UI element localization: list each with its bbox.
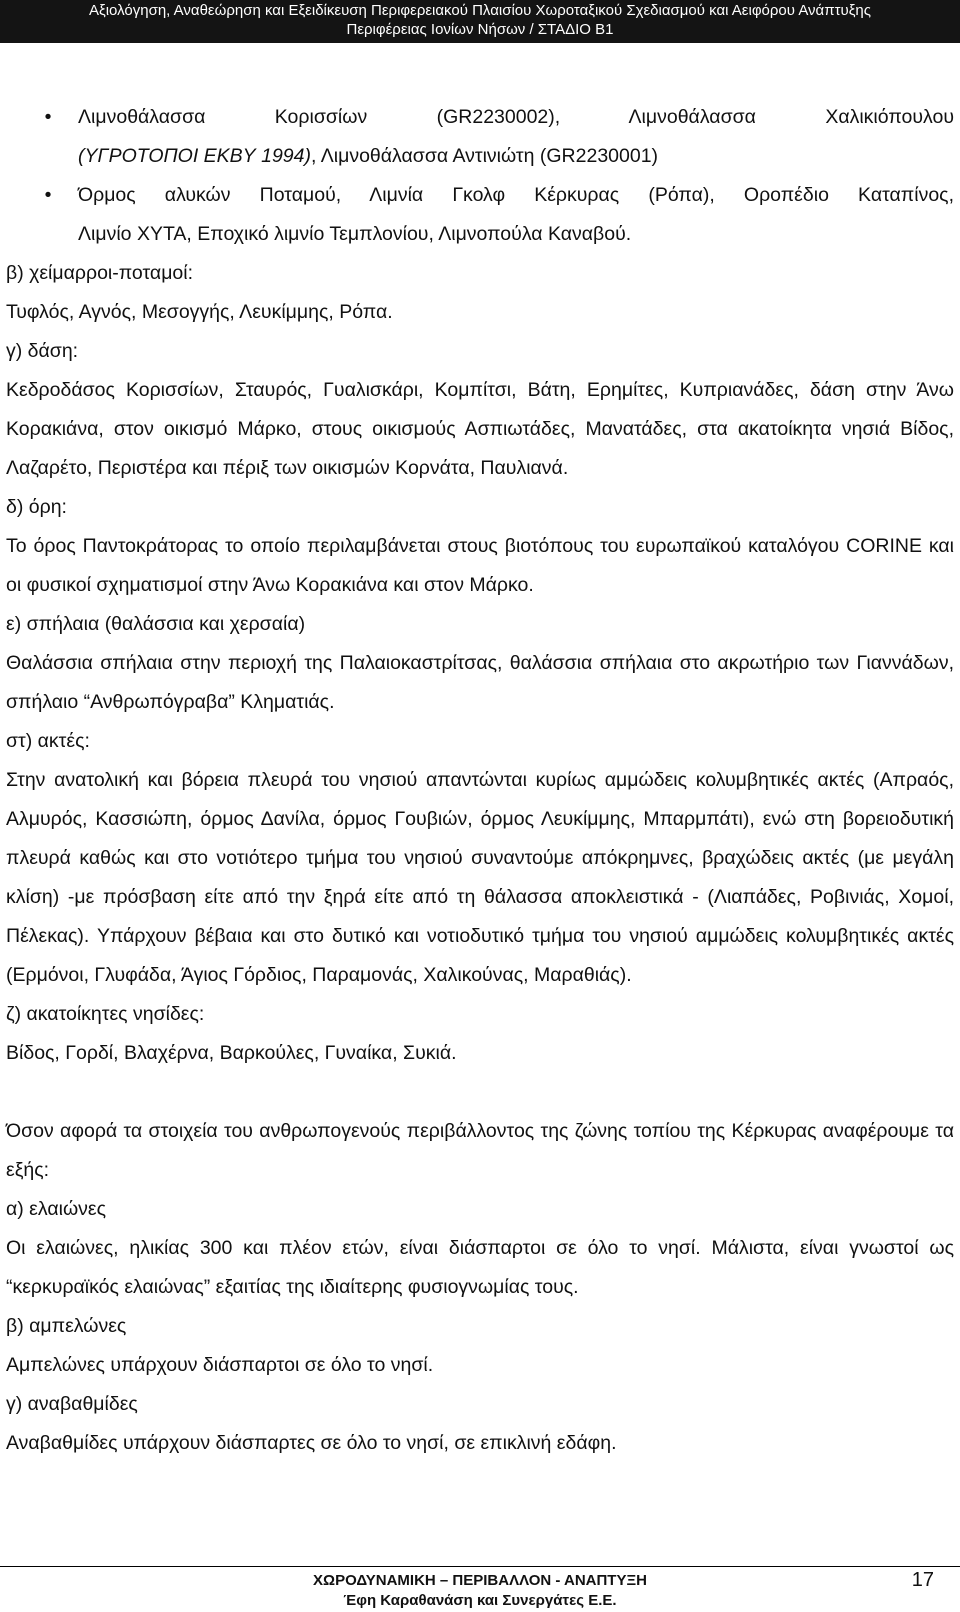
section-b-title: β) χείμαρροι-ποταμοί: xyxy=(6,262,194,284)
footer-company-name: Έφη Καραθανάση και Συνεργάτες Ε.Ε. xyxy=(343,1592,617,1609)
section-e-text: Θαλάσσια σπήλαια στην περιοχή της Παλαιοκαστρίτσας, θαλάσσια σπήλαια στο ακρωτήριο των Γιαννάδων, σπήλαιο “Ανθρωπόγραβα” Κληματιάς. xyxy=(6,652,954,713)
footer-company-title: ΧΩΡΟΔΥΝΑΜΙΚΗ – ΠΕΡΙΒΑΛΛΟΝ - ΑΝΑΠΤΥΞΗ xyxy=(313,1572,647,1589)
list-item xyxy=(6,176,954,254)
paragraph-spacer xyxy=(6,1073,954,1112)
bullet-2-line2: Λιμνίο ΧΥΤΑ, Εποχικό λιμνίο Τεμπλονίου, Λιμνοπούλα Καναβού. xyxy=(78,223,632,245)
document-body xyxy=(6,98,954,1463)
bullet-1-rest: , Λιμνοθάλασσα Αντινιώτη (GR2230001) xyxy=(310,145,659,167)
page-number: 17 xyxy=(911,1569,934,1591)
header-title-line1: Αξιολόγηση, Αναθεώρηση και Εξειδίκευση Περιφερειακού Πλαισίου Χωροταξικού Σχεδιασμού και Αειφόρου Ανάπτυξης xyxy=(89,2,871,19)
page-footer xyxy=(0,1566,960,1612)
bullet-1-line1: Λιμνοθάλασσα Κορισσίων (GR2230002), Λιμνοθάλασσα Χαλικιόπουλου xyxy=(78,106,954,128)
list-item xyxy=(6,98,954,176)
bullet-1-line2 xyxy=(78,137,954,176)
human-a-text: Οι ελαιώνες, ηλικίας 300 και πλέον ετών, είναι διάσπαρτοι σε όλο το νησί. Μάλιστα, είναι γνωστοί ως “κερκυραϊκός ελαιώνας” εξαιτίας της ιδιαίτερης φυσιογνωμίας τους. xyxy=(6,1237,954,1298)
section-d-title: δ) όρη: xyxy=(6,496,67,518)
human-b-title: β) αμπελώνες xyxy=(6,1315,127,1337)
bullet-1-italic-ref: (ΥΓΡΟΤΟΠΟΙ ΕΚΒΥ 1994) xyxy=(78,145,311,167)
human-b-text: Αμπελώνες υπάρχουν διάσπαρτοι σε όλο το νησί. xyxy=(6,1354,434,1376)
human-a-title: α) ελαιώνες xyxy=(6,1198,107,1220)
section-e-title: ε) σπήλαια (θαλάσσια και χερσαία) xyxy=(6,613,306,635)
section-st-title: στ) ακτές: xyxy=(6,730,90,752)
section-c-text: Κεδροδάσος Κορισσίων, Σταυρός, Γυαλισκάρι, Κομπίτσι, Βάτη, Ερημίτες, Κυπριανάδες, δάση στην Άνω Κορακιάνα, στον οικισμό Μάρκο, στους οικισμούς Ασπιωτάδες, Μανατάδες, στα ακατοίκητα νησιά Βίδος, Λαζαρέτο, Περιστέρα και πέριξ των οικισμών Κορνάτα, Παυλιανά. xyxy=(6,379,954,479)
section-b-text: Τυφλός, Αγνός, Μεσογγής, Λευκίμμης, Ρόπα. xyxy=(6,301,393,323)
running-header xyxy=(0,0,960,43)
section-z-title: ζ) ακατοίκητες νησίδες: xyxy=(6,1003,205,1025)
bullet-icon: • xyxy=(44,106,52,128)
human-c-text: Αναβαθμίδες υπάρχουν διάσπαρτες σε όλο το νησί, σε επικλινή εδάφη. xyxy=(6,1432,617,1454)
section-z-text: Βίδος, Γορδί, Βλαχέρνα, Βαρκούλες, Γυναίκα, Συκιά. xyxy=(6,1042,457,1064)
section-d-text: Το όρος Παντοκράτορας το οποίο περιλαμβάνεται στους βιοτόπους του ευρωπαϊκού καταλόγου CORINE και οι φυσικοί σχηματισμοί στην Άνω Κορακιάνα και στον Μάρκο. xyxy=(6,535,954,596)
bullet-2-line1: Όρμος αλυκών Ποταμού, Λιμνία Γκολφ Κέρκυρας (Ρόπα), Οροπέδιο Καταπίνος, xyxy=(78,184,954,206)
human-c-title: γ) αναβαθμίδες xyxy=(6,1393,138,1415)
header-title-line2: Περιφέρειας Ιονίων Νήσων / ΣΤΑΔΙΟ Β1 xyxy=(346,21,614,38)
section-st-text: Στην ανατολική και βόρεια πλευρά του νησιού απαντώνται κυρίως αμμώδεις κολυμβητικές ακτές (Απραός, Αλμυρός, Κασσιώπη, όρμος Δανίλα, όρμος Γουβιών, όρμος Λευκίμμης, Μπαρμπάτι), ενώ στη βορειοδυτική πλευρά καθώς και στο νοτιότερο τμήμα του νησιού συναντούμε απόκρημνες, βραχώδεις ακτές (με μεγάλη κλίση) -με πρόσβαση είτε από την ξηρά είτε από τη θάλασσα αποκλειστικά - (Λιαπάδες, Ροβινιάς, Χομοί, Πέλεκας). Υπάρχουν βέβαια και στο δυτικό και νοτιοδυτικό τμήμα του νησιού αμμώδεις κολυμβητικές ακτές (Ερμόνοι, Γλυφάδα, Άγιος Γόρδιος, Παραμονάς, Χαλικούνας, Μαραθιάς). xyxy=(6,769,954,986)
human-intro: Όσον αφορά τα στοιχεία του ανθρωπογενούς περιβάλλοντος της ζώνης τοπίου της Κέρκυρας αναφέρουμε τα εξής: xyxy=(6,1120,954,1181)
footer-credits xyxy=(150,1571,810,1611)
section-c-title: γ) δάση: xyxy=(6,340,79,362)
bullet-icon: • xyxy=(44,184,52,206)
